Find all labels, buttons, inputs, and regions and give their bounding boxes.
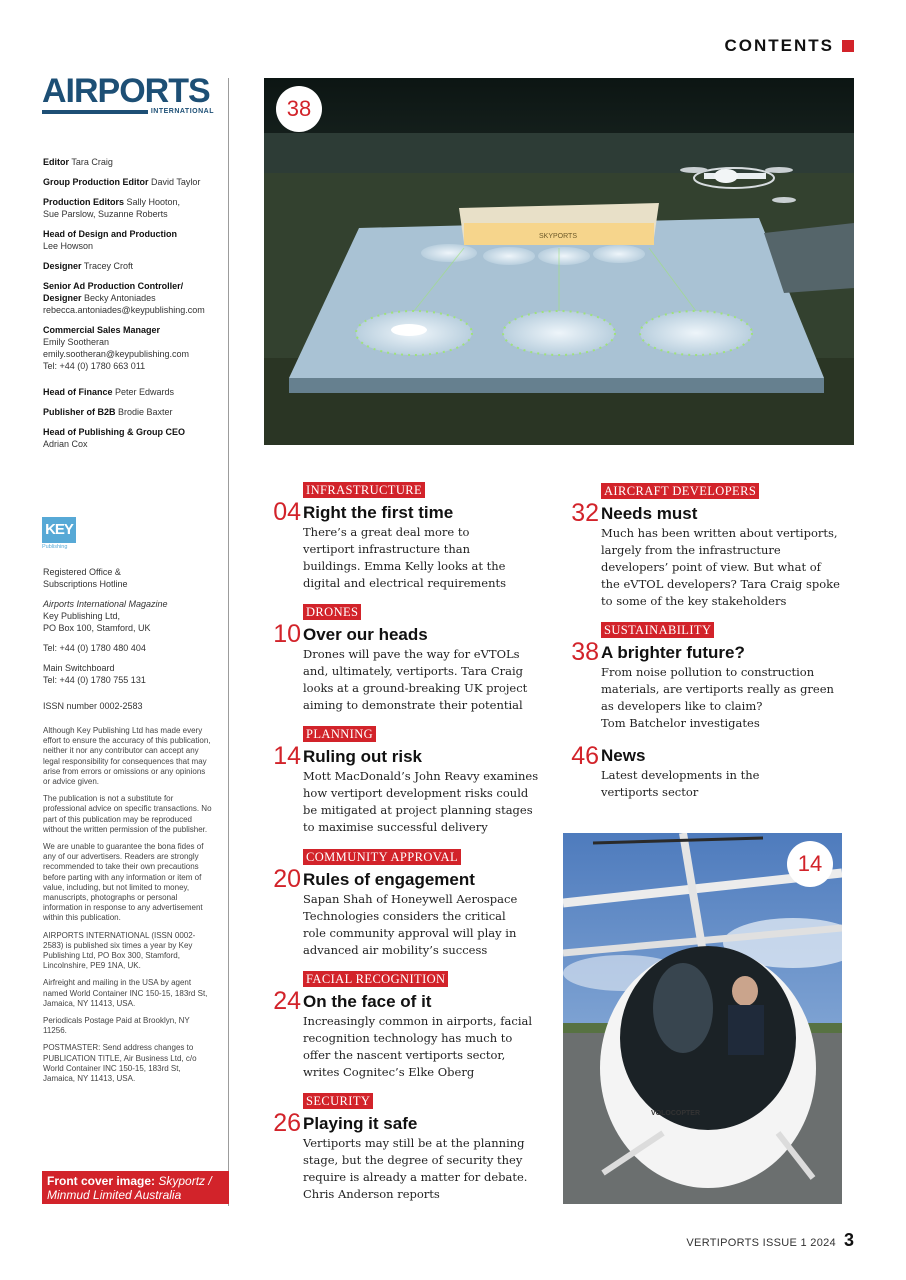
article-title[interactable]: Rules of engagement <box>303 870 475 889</box>
logo-subtitle: INTERNATIONAL <box>150 108 214 115</box>
terminal-sign: SKYPORTS <box>539 233 577 240</box>
staff-entry: Group Production Editor David Taylor <box>43 177 201 187</box>
article-title[interactable]: Right the first time <box>303 503 454 522</box>
volocopter-photo[interactable] <box>563 833 842 1204</box>
contents-title: CONTENTS <box>724 36 834 55</box>
article-description: Sapan Shah of Honeywell Aerospace Technologies considers the critical role community approval will play in advanced air mobility’s success <box>303 892 518 957</box>
article-page-number: 04 <box>273 498 301 526</box>
page-footer <box>686 1230 854 1251</box>
category-tag: SUSTAINABILITY <box>601 622 714 638</box>
legal-disclaimer: Although Key Publishing Ltd has made every effort to ensure the accuracy of this publication, neither it nor any contributor can accept any legal responsibility for consequences that may arise from errors or omissions or any opinions or advice given. The publication is not a substitute for professional advice on specific transactions. No part of this publication may be reproduced without the written permission of the publisher. We are unable to guarantee the bona fides of any of our advertisers. Readers are strongly recommended to take their own precautions before parting with any information or item of value, including, but not limited to money, manuscripts, photographs or personal information in response to any advertisement within this publication. AIRPORTS INTERNATIONAL (ISSN 0002-2583) is published six times a year by Key Publishing Ltd, PO Box 300, Stamford, Lincolnshire, PE9 1NA, UK. Airfreight and mailing in the USA by agent named World Container INC 150-15, 183rd St, Jamaica, NY 11413, USA. Periodicals Postage Paid at Brooklyn, NY 11256. POSTMASTER: Send address changes to PUBLICATION TITLE, Air Business Ltd, c/o World Container INC 150-15, 183rd St, Jamaica, NY 11413, USA. <box>43 726 212 1084</box>
article-title[interactable]: Needs must <box>601 504 698 523</box>
staff-entry: Head of Publishing & Group CEO Adrian Cox <box>43 427 186 449</box>
article-title[interactable]: Playing it safe <box>303 1114 418 1133</box>
article-page-number: 24 <box>273 987 301 1015</box>
volocopter-brand: VOLOCOPTER <box>651 1110 701 1117</box>
airports-international-logo <box>42 72 214 115</box>
article-page-number: 10 <box>273 620 301 648</box>
article-infrastructure[interactable] <box>273 481 553 592</box>
article-drones[interactable] <box>273 603 553 714</box>
article-page-number: 14 <box>273 742 301 770</box>
article-title[interactable]: News <box>601 746 646 765</box>
page-badge-38: 38 <box>276 86 322 132</box>
article-facial-recognition[interactable] <box>273 970 553 1081</box>
article-page-number: 38 <box>571 638 599 666</box>
article-aircraft-developers[interactable] <box>571 482 854 610</box>
key-mark: KEY <box>42 517 76 543</box>
category-tag: PLANNING <box>303 726 376 742</box>
article-description: Mott MacDonald’s John Reavy examines how vertiport development risks could be mitigated at project planning stages to maximise successful delivery <box>303 769 539 834</box>
category-tag: SECURITY <box>303 1093 373 1109</box>
staff-list <box>43 156 223 458</box>
category-tag: FACIAL RECOGNITION <box>303 971 448 987</box>
staff-entry: Editor Tara Craig <box>43 157 113 167</box>
staff-entry: Publisher of B2B Brodie Baxter <box>43 407 173 417</box>
issue-label: VERTIPORTS ISSUE 1 2024 <box>686 1237 836 1249</box>
article-description: Increasingly common in airports, facial recognition technology has much to offer the nascent vertiports sector, writes Cognitec’s Elke Oberg <box>303 1014 533 1079</box>
category-tag: COMMUNITY APPROVAL <box>303 849 461 865</box>
volocopter-illustration <box>563 833 842 1204</box>
contents-header <box>725 36 855 56</box>
article-title[interactable]: A brighter future? <box>601 643 745 662</box>
article-title[interactable]: Over our heads <box>303 625 428 644</box>
article-planning[interactable] <box>273 725 553 836</box>
key-publishing-logo <box>42 517 76 550</box>
vertiport-illustration <box>264 78 854 445</box>
key-sub: Publishing <box>42 544 68 550</box>
staff-entry: Senior Ad Production Controller/ Designer Becky Antoniades rebecca.antoniades@keypublishing.com <box>43 281 205 315</box>
staff-entry: Commercial Sales Manager Emily Sootheran emily.sootheran@keypublishing.com Tel: +44 (0) 1780 663 011 <box>43 325 190 371</box>
article-news[interactable] <box>571 727 854 801</box>
article-community-approval[interactable] <box>273 848 553 959</box>
category-tag: INFRASTRUCTURE <box>303 482 425 498</box>
office-tel: Tel: +44 (0) 1780 480 404 <box>43 643 146 653</box>
article-title[interactable]: On the face of it <box>303 992 432 1011</box>
article-title[interactable]: Ruling out risk <box>303 747 422 766</box>
cover-image-credit: Front cover image: Skyportz / Minmud Limited Australia <box>42 1171 229 1204</box>
article-description: Drones will pave the way for eVTOLs and, ultimately, vertiports. Tara Craig looks at a ground-breaking UK project aiming to demonstrate their potential <box>303 647 528 712</box>
vertiport-photo[interactable] <box>264 78 854 445</box>
category-tag: AIRCRAFT DEVELOPERS <box>601 483 759 499</box>
office-info: Registered Office & Subscriptions Hotline Airports International Magazine Key Publishing Ltd, PO Box 100, Stamford, UK Tel: +44 (0) 1780 480 404 Main Switchboard Tel: +44 (0) 1780 755 131 ISSN number 0002-2583 <box>43 566 223 720</box>
email-link[interactable]: emily.sootheran@keypublishing.com <box>43 349 190 359</box>
staff-entry: Head of Finance Peter Edwards <box>43 387 175 397</box>
article-description: Much has been written about vertiports, largely from the infrastructure developers’ point of view. But what of the eVTOL developers? Tara Craig spoke to some of the key stakeholders <box>601 526 840 608</box>
email-link[interactable]: rebecca.antoniades@keypublishing.com <box>43 305 205 315</box>
page-badge-14: 14 <box>787 841 833 887</box>
staff-entry: Designer Tracey Croft <box>43 261 134 271</box>
article-page-number: 32 <box>571 499 599 527</box>
page-number: 3 <box>843 1230 854 1250</box>
article-description: Latest developments in the vertiports sector <box>601 768 760 799</box>
issn: ISSN number 0002-2583 <box>43 701 143 711</box>
article-description: Vertiports may still be at the planning stage, but the degree of security they require is already a matter for debate. Chris Anderson reports <box>303 1136 528 1201</box>
article-description: There’s a great deal more to vertiport infrastructure than buildings. Emma Kelly looks at the digital and electrical requirements <box>303 525 507 590</box>
staff-entry: Head of Design and Production Lee Howson <box>43 229 178 251</box>
red-square-icon <box>842 40 854 52</box>
staff-entry: Production Editors Sally Hooton, Sue Parslow, Suzanne Roberts <box>43 197 181 219</box>
article-page-number: 20 <box>273 865 301 893</box>
article-page-number: 26 <box>273 1109 301 1137</box>
article-sustainability[interactable] <box>571 621 854 732</box>
article-page-number: 46 <box>571 742 599 770</box>
article-security[interactable] <box>273 1092 553 1203</box>
article-description: From noise pollution to construction materials, are vertiports really as green as developers like to claim? Tom Batchelor investigates <box>601 665 834 730</box>
category-tag: DRONES <box>303 604 361 620</box>
logo-word: AIRPORTS <box>42 72 210 110</box>
sidebar-divider <box>228 78 229 1206</box>
